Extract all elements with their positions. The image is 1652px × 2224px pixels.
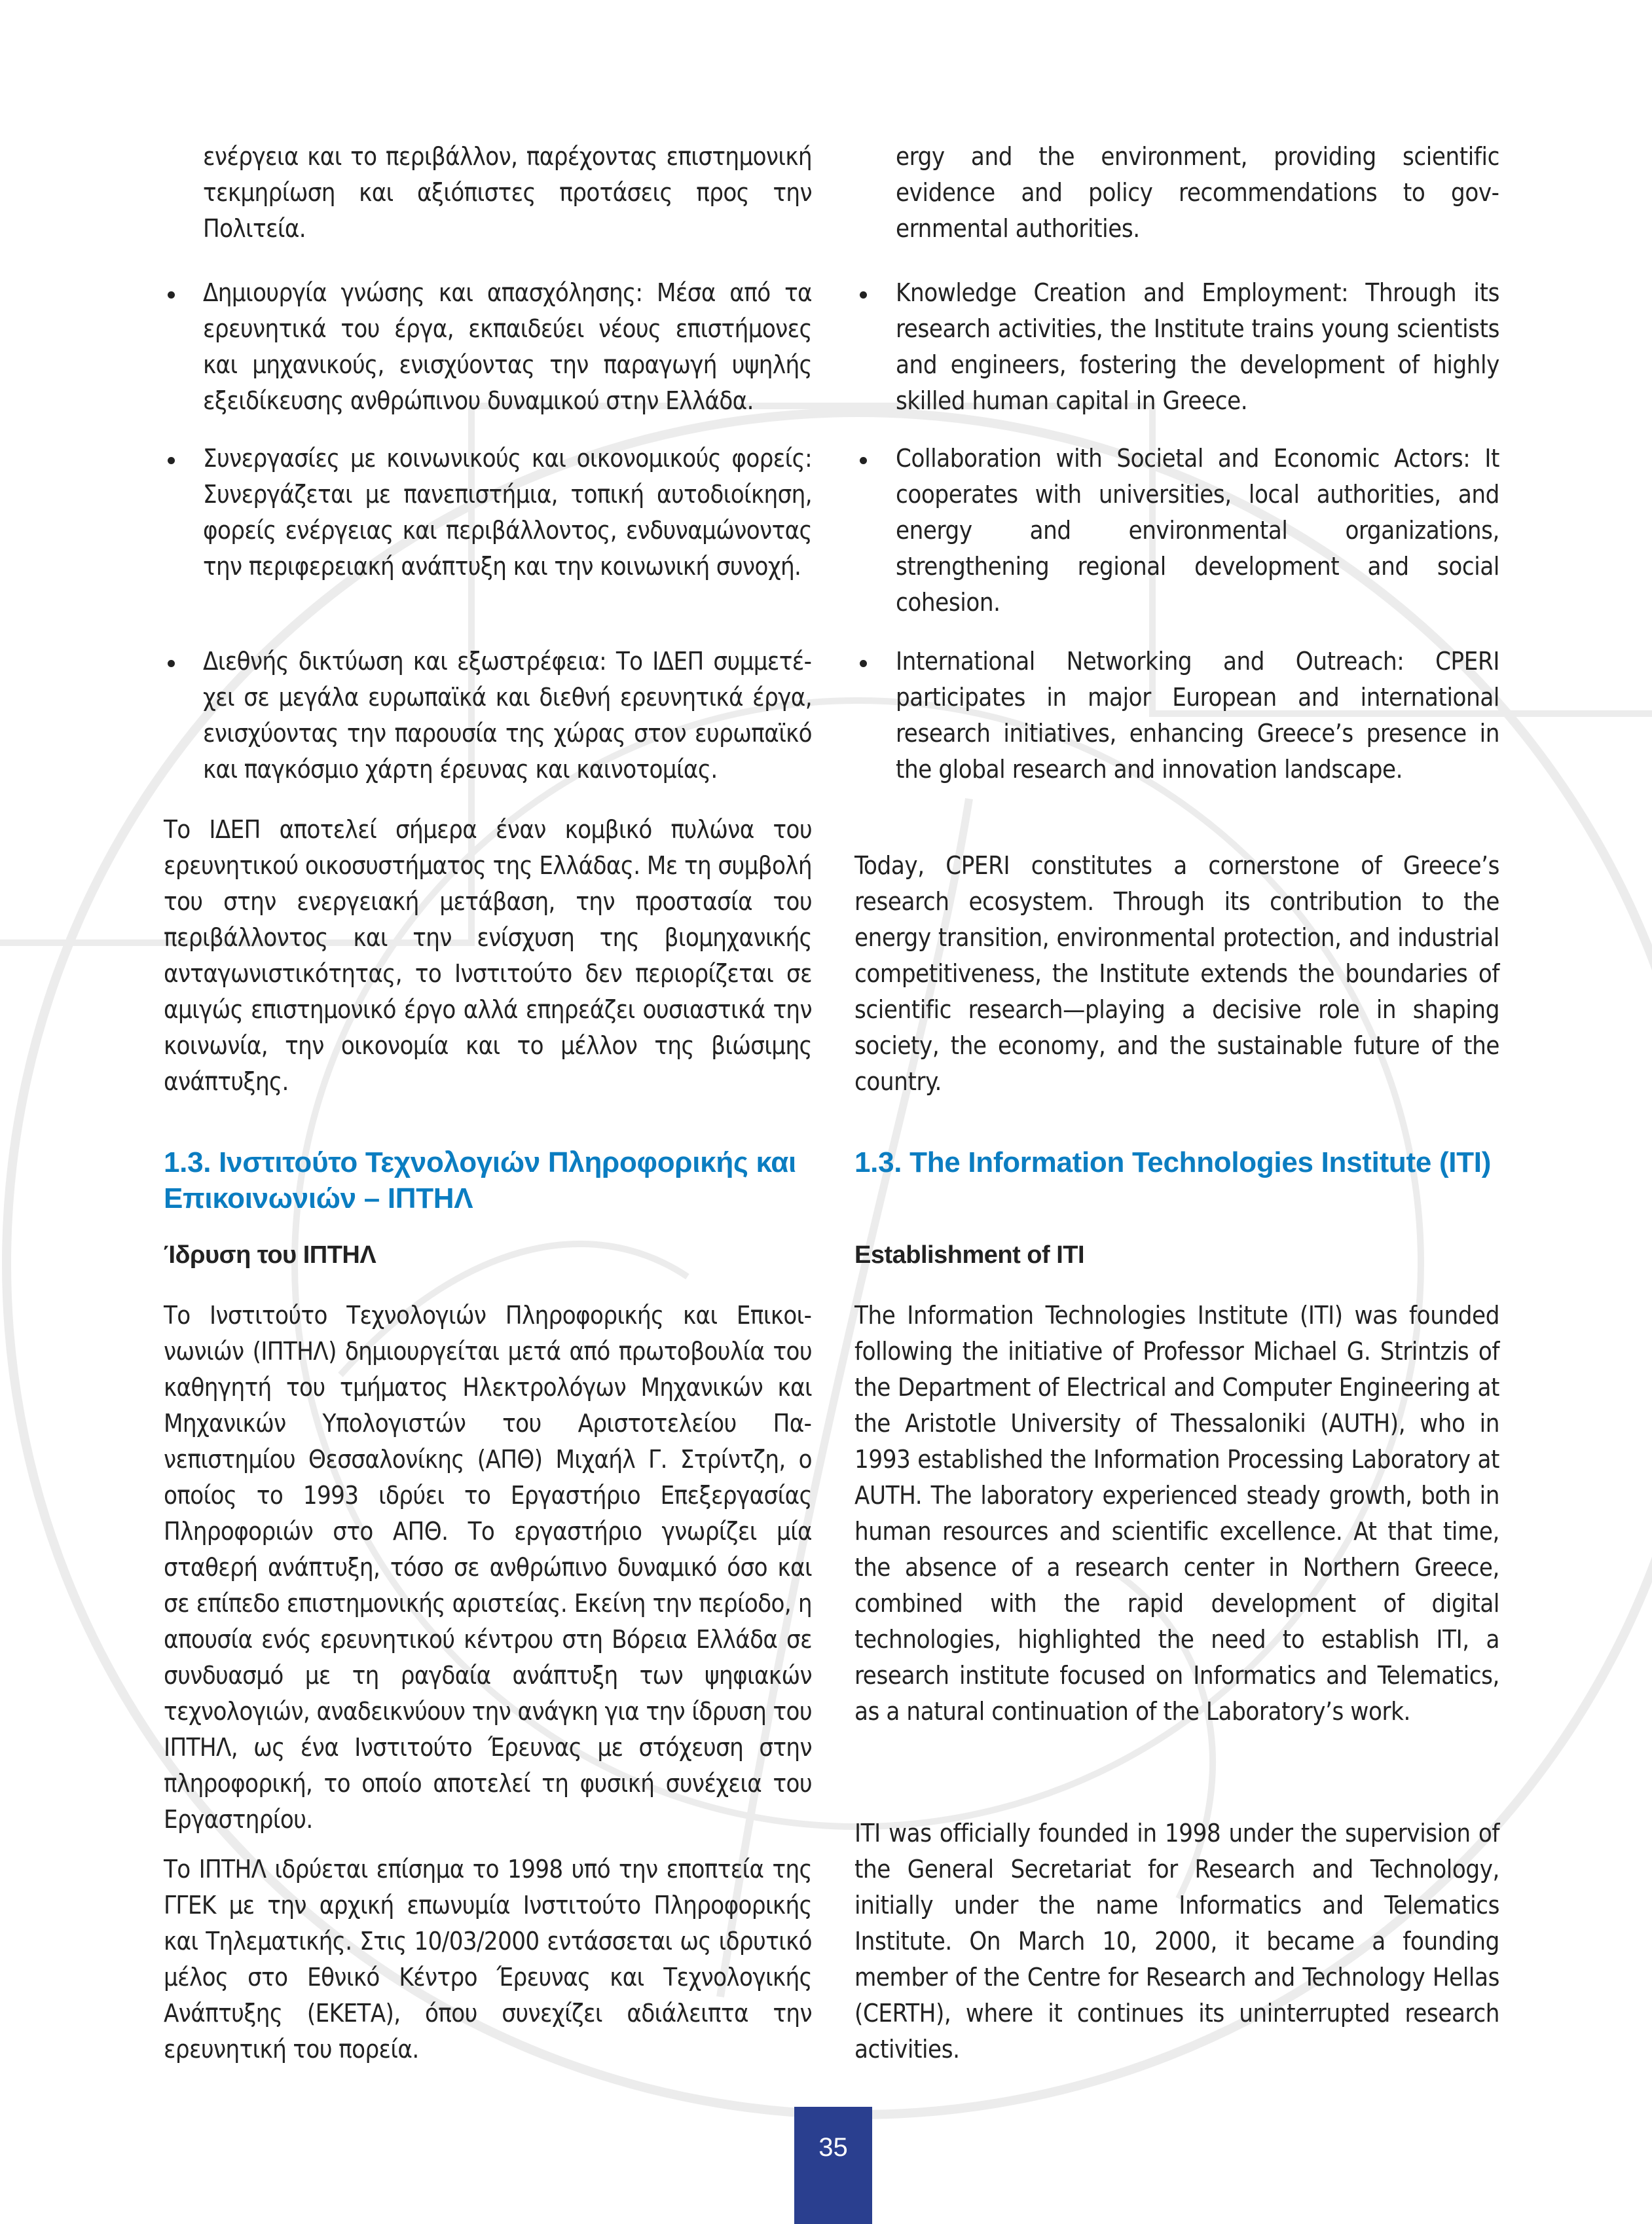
bullet-icon <box>168 291 175 299</box>
en-section-heading: 1.3. The Information Technologies Institute (ITI) <box>854 1146 1492 1178</box>
en-continued-bullet-text: ergy and the environment, providing scientific evidence and policy recommendations to governmental authorities. <box>896 142 1499 243</box>
page-number-box <box>794 2107 872 2224</box>
en-subheading: Establishment of ITI <box>854 1241 1085 1269</box>
el-paragraph-2: Το ΙΠΤΗΛ ιδρύεται επίσημα το 1998 υπό την εποπτεία της ΓΓΕΚ με την αρχική επωνυμία Ινστιτούτο Πληροφορικής και Τηλεματικής. Στις 10/03/2000 εντάσσεται ως ιδρυτικό μέλος στο Εθνικό Κέντρο Έρευνας και Τεχνολογικής Ανάπτυξης (ΕΚΕΤΑ), όπου συνεχίζει αδιάλειπτα την ερευνητική του πορεία. <box>164 1855 812 2064</box>
en-paragraph-2: ITI was officially founded in 1998 under the supervision of the General Secretariat for Research and Technology, initially under the name Informatics and Telematics Institute. On March 10, 2000, it became a founding member of the Centre for Research and Technology Hellas (CERTH), where it continues its uninterrupted research activities. <box>854 1819 1499 2064</box>
en-bullet-item <box>854 441 1499 621</box>
bullet-icon <box>168 457 175 464</box>
en-summary-paragraph: Today, CPERI constitutes a cornerstone of Greece’s research ecosystem. Through its contribution to the energy transition, environmental protection, and industrial competitiveness, the Institute extends the boundaries of scientific research—playing a decisive role in shaping society, the economy, and the sustainable future of the country. <box>854 851 1499 1096</box>
el-bullet-text: Διεθνής δικτύωση και εξωστρέφεια: Το ΙΔΕΠ συμμετέχει σε μεγάλα ευρωπαϊκά και διεθνή ερευνητικά έργα, ενισχύοντας την παρουσία της χώρας στον ευρωπαϊκό και παγκόσμιο χάρτη έρευνας και καινοτομίας. <box>203 647 812 784</box>
bullet-icon <box>860 291 867 299</box>
el-section-heading: 1.3. Ινστιτούτο Τεχνολογιών Πληροφορικής και Επικοινωνιών – ΙΠΤΗΛ <box>164 1146 796 1214</box>
bullet-icon <box>168 660 175 667</box>
el-continued-bullet-text: ενέργεια και το περιβάλλον, παρέχοντας επιστημονική τεκμηρίωση και αξιόπιστες προτάσεις προς την Πολιτεία. <box>203 142 812 243</box>
el-paragraph-1: Το Ινστιτούτο Τεχνολογιών Πληροφορικής και Επικοινωνιών (ΙΠΤΗΛ) δημιουργείται μετά από πρωτοβουλία του καθηγητή του τμήματος Ηλεκτρολόγων Μηχανικών και Μηχανικών Υπολογιστών του Αριστοτελείου Πανεπιστημίου Θεσσαλονίκης (ΑΠΘ) Μιχαήλ Γ. Στρίντζη, ο οποίος το 1993 ιδρύει το Εργαστήριο Επεξεργασίας Πληροφοριών στο ΑΠΘ. Το εργαστήριο γνωρίζει μία σταθερή ανάπτυξη, τόσο σε ανθρώπινο δυναμικό όσο και σε επίπεδο επιστημονικής αριστείας. Εκείνη την περίοδο, η απουσία ενός ερευνητικού κέντρου στη Βόρεια Ελλάδα σε συνδυασμό με τη ραγδαία ανάπτυξη των ψηφιακών τεχνολογιών, αναδεικνύουν την ανάγκη για την ίδρυση του ΙΠΤΗΛ, ως ένα Ινστιτούτο Έρευνας με στόχευση στην πληροφορική, το οποίο αποτελεί τη φυσική συνέχεια του Εργαστηρίου. <box>164 1301 812 1834</box>
en-bullet-text: Knowledge Creation and Employment: Through its research activities, the Institute trains young scientists and engineers, fostering the development of highly skilled human capital in Greece. <box>896 278 1499 415</box>
en-paragraph-1: The Information Technologies Institute (ITI) was founded following the initiative of Professor Michael G. Strintzis of the Department of Electrical and Computer Engineering at the Aristotle University of Thessaloniki (AUTH), who in 1993 established the Information Processing Laboratory at AUTH. The laboratory experienced steady growth, both in human resources and scientific excellence. At that time, the absence of a research center in Northern Greece, combined with the rapid development of digital technologies, highlighted the need to establish ITI, a research institute focused on Informatics and Telematics, as a natural continuation of the Laboratory’s work. <box>854 1301 1499 1726</box>
en-bullet-item <box>854 644 1499 788</box>
en-bullet-item <box>854 275 1499 419</box>
en-bullet-text: International Networking and Outreach: CPERI participates in major European and international research initiatives, enhancing Greece’s presence in the global research and innovation landscape. <box>896 647 1499 784</box>
en-bullet-text: Collaboration with Societal and Economic Actors: It cooperates with universities, local authorities, and energy and environmental organizations, strengthening regional development and social cohesion. <box>896 444 1499 617</box>
el-bullet-text: Δημιουργία γνώσης και απασχόλησης: Μέσα από τα ερευνητικά του έργα, εκπαιδεύει νέους επιστήμονες και μηχανικούς, ενισχύοντας την παραγωγή υψηλής εξειδίκευσης ανθρώπινου δυναμικού στην Ελλάδα. <box>203 278 812 415</box>
el-bullet-item <box>164 441 812 585</box>
bullet-icon <box>860 660 867 667</box>
el-summary-paragraph: Το ΙΔΕΠ αποτελεί σήμερα έναν κομβικό πυλώνα του ερευνητικού οικοσυστήματος της Ελλάδας. Με τη συμβολή του στην ενεργειακή μετάβαση, την προστασία του περιβάλλοντος και την ενίσχυση της βιομηχανικής ανταγωνιστικότητας, το Ινστιτούτο δεν περιορίζεται σε αμιγώς επιστημονικό έργο αλλά επηρεάζει ουσιαστικά την κοινωνία, την οικονομία και το μέλλον της βιώσιμης ανάπτυξης. <box>164 815 812 1096</box>
el-subheading: Ίδρυση του ΙΠΤΗΛ <box>164 1241 376 1269</box>
bullet-icon <box>860 457 867 464</box>
el-bullet-text: Συνεργασίες με κοινωνικούς και οικονομικούς φορείς: Συνεργάζεται με πανεπιστήμια, τοπική αυτοδιοίκηση, φορείς ενέργειας και περιβάλλοντος, ενδυναμώνοντας την περιφερειακή ανάπτυξη και την κοινωνική συνοχή. <box>203 444 812 581</box>
page-number: 35 <box>818 2133 848 2162</box>
el-bullet-item <box>164 275 812 419</box>
el-bullet-item <box>164 644 812 788</box>
